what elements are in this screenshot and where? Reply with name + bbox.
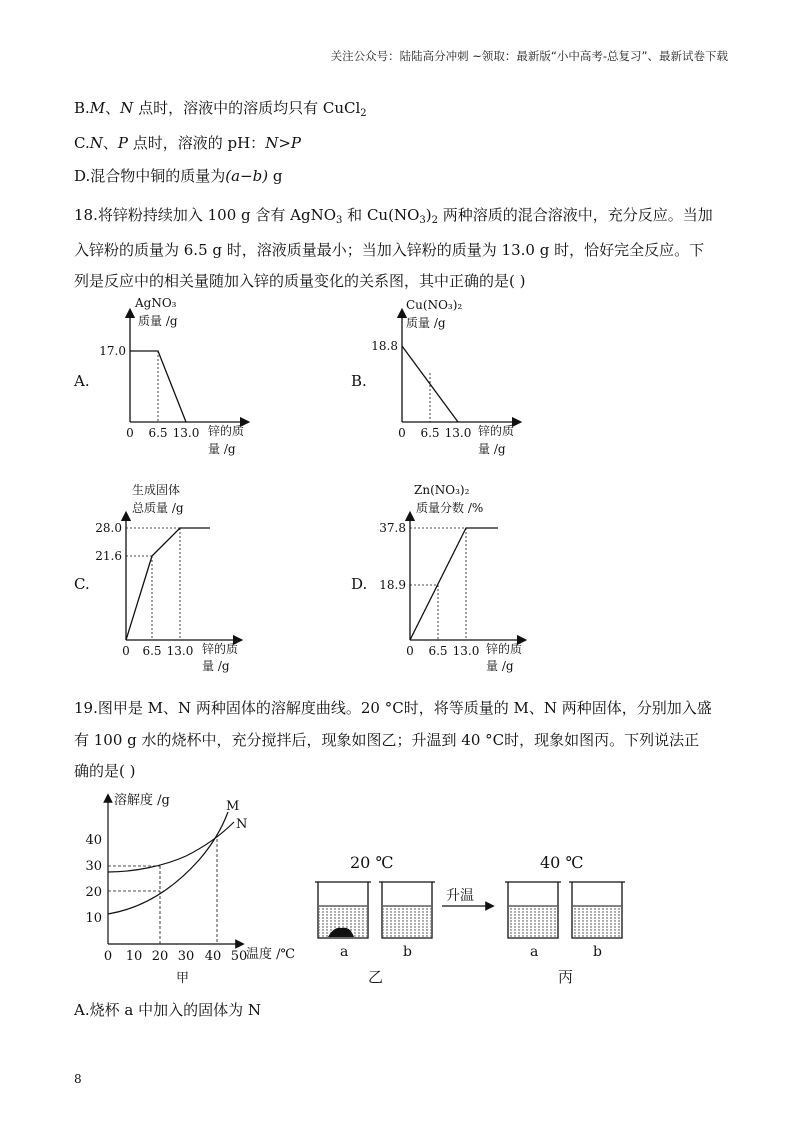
- y-tick-30: 30: [85, 859, 102, 874]
- curve-n: [108, 822, 234, 872]
- x-tick-0: 0: [398, 426, 406, 440]
- x-tick-10: 10: [125, 949, 143, 964]
- y-tick-21.6: 21.6: [95, 549, 122, 563]
- graph-c: [86, 480, 286, 673]
- graph-b-label: B.: [351, 372, 367, 390]
- x-tick-6.5: 6.5: [428, 644, 448, 658]
- graph-a: [90, 295, 290, 465]
- x-tick-6.5: 6.5: [148, 426, 168, 440]
- x-axis-label-2: 量 /g: [486, 659, 514, 673]
- x-tick-0: 0: [122, 644, 130, 658]
- x-tick-13: 13.0: [444, 426, 472, 440]
- x-tick-0: 0: [406, 644, 414, 658]
- page-header: 关注公众号：陆陆高分冲刺 ~领取：最新版“小中高考-总复习”、最新试卷下载: [330, 49, 728, 63]
- y-axis-label-1: AgNO₃: [135, 296, 177, 310]
- x-tick-13: 13.0: [166, 644, 194, 658]
- q17-option-c: C.N、P 点时，溶液的 pH：N>P: [74, 134, 301, 152]
- caption-yi: 乙: [368, 968, 384, 986]
- beaker-label-a-20: a: [340, 944, 349, 960]
- temperature-20: 20 ℃: [350, 853, 394, 872]
- y-tick-17: 17.0: [99, 344, 126, 358]
- beaker-b-20: [379, 882, 435, 938]
- x-tick-6.5: 6.5: [420, 426, 440, 440]
- y-axis-label-2: 总质量 /g: [132, 501, 184, 515]
- beaker-diagram: [310, 848, 630, 988]
- x-tick-50: 50: [230, 949, 248, 964]
- x-axis-label-1: 锌的质: [486, 642, 523, 656]
- x-axis-label-1: 锌的质: [208, 424, 245, 438]
- beaker-label-b-40: b: [593, 944, 602, 960]
- q19-option-a: A.烧杯 a 中加入的固体为 N: [74, 1001, 261, 1019]
- y-axis-label: 溶解度 /g: [114, 793, 170, 808]
- q18-line-1: 18.将锌粉持续加入 100 g 含有 AgNO$_3$ 和 $Cu(NO_3)_2$ 两种溶质的混合溶液中，充分反应。当加: [74, 206, 713, 226]
- beaker-a-40: [505, 882, 561, 938]
- arrow-label: 升温: [446, 888, 474, 904]
- caption-bing: 丙: [558, 968, 574, 986]
- q18-line-3: 列是反应中的相关量随加入锌的质量变化的关系图，其中正确的是( ): [74, 272, 526, 290]
- q17-option-b: B.M、N 点时，溶液中的溶质均只有 CuCl$_2$: [74, 99, 367, 119]
- graph-d: [370, 480, 570, 673]
- y-axis-label-2: 质量分数 /%: [416, 501, 484, 515]
- solubility-curve-chart: [74, 790, 314, 990]
- x-axis-label-2: 量 /g: [478, 442, 506, 456]
- beaker-label-a-40: a: [530, 944, 539, 960]
- x-axis-label-1: 锌的质: [202, 642, 239, 656]
- y-tick-10: 10: [85, 911, 102, 926]
- data-line: [410, 528, 498, 640]
- q17-option-d: D.混合物中铜的质量为(a−b) g: [74, 167, 283, 185]
- x-tick-6.5: 6.5: [142, 644, 162, 658]
- graph-a-label: A.: [74, 372, 90, 390]
- y-axis-label-1: Zn(NO₃)₂: [414, 483, 470, 497]
- x-tick-20: 20: [151, 949, 169, 964]
- graph-b: [362, 295, 562, 465]
- x-tick-0: 0: [103, 949, 113, 964]
- y-tick-18.8: 18.8: [371, 339, 398, 353]
- y-tick-20: 20: [85, 885, 102, 900]
- x-tick-40: 40: [204, 949, 222, 964]
- y-tick-28: 28.0: [95, 521, 122, 535]
- x-tick-13: 13.0: [452, 644, 480, 658]
- x-tick-0: 0: [126, 426, 134, 440]
- graph-c-label: C.: [74, 575, 90, 593]
- y-axis-label-2: 质量 /g: [406, 316, 446, 330]
- q19-line-1: 19.图甲是 M、N 两种固体的溶解度曲线。20 °C时，将等质量的 M、N 两种固体，分别加入盛: [74, 699, 712, 717]
- q18-line-2: 入锌粉的质量为 6.5 g 时，溶液质量最小；当加入锌粉的质量为 13.0 g 时，恰好完全反应。下: [74, 241, 705, 259]
- y-tick-40: 40: [85, 833, 102, 848]
- graph-d-label: D.: [351, 575, 368, 593]
- y-tick-18.9: 18.9: [379, 578, 406, 592]
- x-tick-30: 30: [177, 949, 195, 964]
- q19-line-3: 确的是( ): [74, 762, 136, 780]
- page-number: 8: [74, 1072, 82, 1086]
- label-m: M: [226, 799, 240, 814]
- q19-line-2: 有 100 g 水的烧杯中，充分搅拌后，现象如图乙；升温到 40 °C时，现象如图丙。下列说法正: [74, 731, 700, 749]
- beaker-label-b-20: b: [403, 944, 412, 960]
- y-axis-label-1: Cu(NO₃)₂: [406, 298, 463, 312]
- x-axis-label-2: 量 /g: [202, 659, 230, 673]
- beaker-b-40: [569, 882, 625, 938]
- x-tick-13: 13.0: [172, 426, 200, 440]
- beaker-a-20: [315, 882, 371, 938]
- x-axis-label-2: 量 /g: [208, 442, 236, 456]
- y-axis-label-1: 生成固体: [132, 483, 181, 497]
- chart-caption: 甲: [176, 971, 190, 986]
- x-axis-label-1: 锌的质: [478, 424, 515, 438]
- y-axis-label-2: 质量 /g: [138, 314, 178, 328]
- temperature-40: 40 ℃: [540, 853, 584, 872]
- data-line: [126, 528, 210, 640]
- label-n: N: [236, 817, 248, 832]
- y-tick-37.8: 37.8: [379, 521, 406, 535]
- x-axis-label: 温度 /℃: [246, 947, 296, 962]
